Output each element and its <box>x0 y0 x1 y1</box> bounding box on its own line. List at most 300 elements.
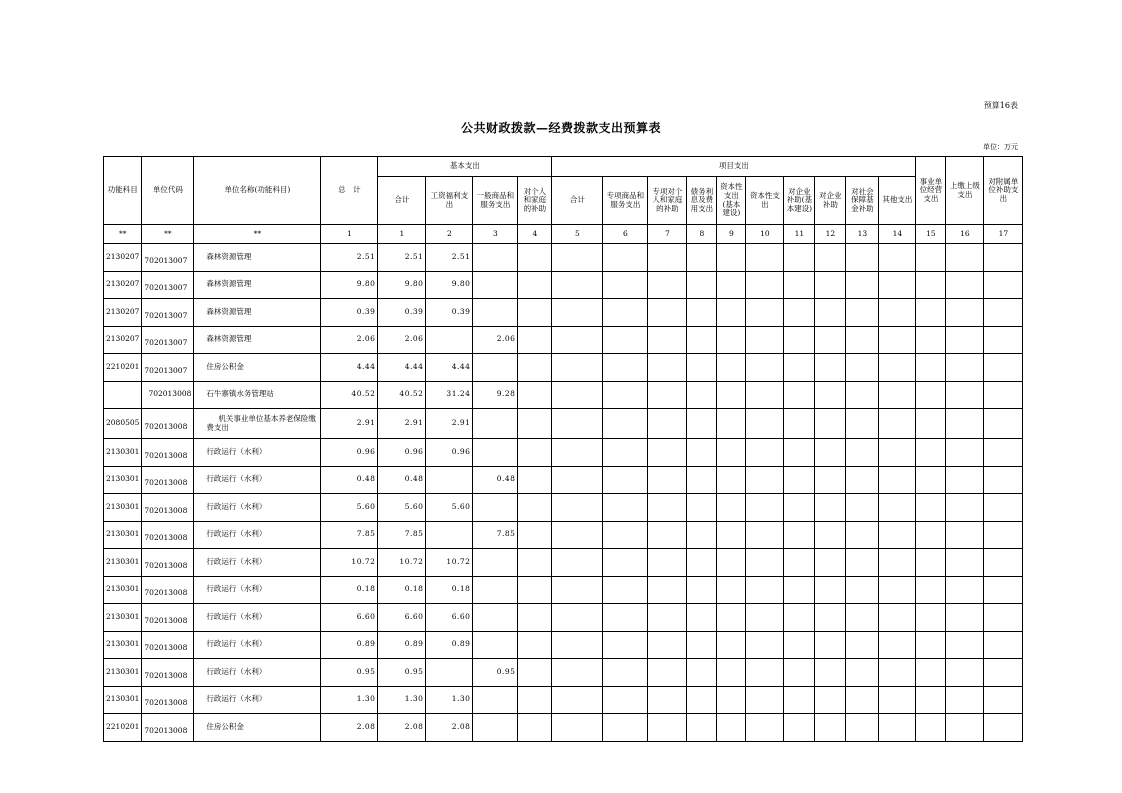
empty-cell <box>846 271 879 299</box>
amount-cell-wage: 2.08 <box>426 714 473 742</box>
func-code-cell: 2080505 <box>104 409 142 439</box>
index-cell: 12 <box>815 225 846 244</box>
empty-cell <box>916 494 946 522</box>
unit-name-cell: 行政运行（水利） <box>194 576 321 604</box>
amount-cell-wage <box>426 521 473 549</box>
func-code-cell: 2130207 <box>104 299 142 327</box>
amount-cell-sum: 0.39 <box>378 299 426 327</box>
empty-cell <box>784 466 815 494</box>
empty-cell <box>946 354 984 382</box>
unit-code-text: 702013008 <box>144 588 188 598</box>
amount-cell-sum: 0.48 <box>378 466 426 494</box>
empty-cell <box>846 299 879 327</box>
unit-code-cell <box>142 604 194 632</box>
unit-name-cell: 行政运行（水利） <box>194 549 321 577</box>
amount-cell-total: 2.06 <box>321 326 378 354</box>
empty-cell <box>984 354 1023 382</box>
header-project-col: 对企业补助 <box>815 177 846 225</box>
amount-cell-total: 1.30 <box>321 686 378 714</box>
budget-table <box>103 156 1023 742</box>
empty-cell <box>916 714 946 742</box>
table-row <box>104 549 1023 577</box>
empty-cell <box>846 659 879 687</box>
empty-cell <box>784 521 815 549</box>
func-code-cell: 2130301 <box>104 576 142 604</box>
amount-cell-goods <box>473 549 518 577</box>
empty-cell <box>717 354 746 382</box>
empty-cell <box>916 244 946 272</box>
empty-cell <box>717 381 746 409</box>
amount-cell-goods <box>473 299 518 327</box>
amount-cell-goods <box>473 576 518 604</box>
amount-cell-wage: 2.91 <box>426 409 473 439</box>
amount-cell-sum: 2.91 <box>378 409 426 439</box>
unit-name-cell: 行政运行（水利） <box>194 604 321 632</box>
unit-code-text: 702013008 <box>144 505 188 515</box>
empty-cell <box>648 659 687 687</box>
index-cell: 1 <box>321 225 378 244</box>
empty-cell <box>846 354 879 382</box>
amount-cell-goods <box>473 631 518 659</box>
empty-cell <box>984 271 1023 299</box>
amount-cell-wage <box>426 659 473 687</box>
table-row <box>104 409 1023 439</box>
empty-cell <box>603 326 648 354</box>
empty-cell <box>717 299 746 327</box>
empty-cell <box>648 521 687 549</box>
unit-code-cell <box>142 631 194 659</box>
amount-cell-total: 2.91 <box>321 409 378 439</box>
header-project-col: 专项对个人和家庭的补助 <box>648 177 687 225</box>
header-shiye: 事业单位经营支出 <box>916 157 946 225</box>
empty-cell <box>552 244 603 272</box>
table-row <box>104 714 1023 742</box>
amount-cell-total: 5.60 <box>321 494 378 522</box>
amount-cell-sum: 9.80 <box>378 271 426 299</box>
amount-cell-total: 0.95 <box>321 659 378 687</box>
table-row <box>104 354 1023 382</box>
func-code-cell <box>104 381 142 409</box>
empty-cell <box>846 521 879 549</box>
table-row <box>104 659 1023 687</box>
func-code-cell: 2210201 <box>104 714 142 742</box>
unit-code-cell <box>142 244 194 272</box>
header-project-col: 资本性支出 <box>746 177 784 225</box>
unit-label: 单位：万元 <box>983 143 1018 151</box>
empty-cell <box>603 381 648 409</box>
unit-name-cell: 住房公积金 <box>194 354 321 382</box>
empty-cell <box>603 521 648 549</box>
unit-name-cell: 森林资源管理 <box>194 244 321 272</box>
empty-cell <box>784 326 815 354</box>
empty-cell <box>879 326 916 354</box>
empty-cell <box>946 326 984 354</box>
header-project-col: 对企业补助(基本建设) <box>784 177 815 225</box>
table-row <box>104 299 1023 327</box>
amount-cell-sum: 0.96 <box>378 439 426 467</box>
empty-cell <box>784 631 815 659</box>
empty-cell <box>687 549 717 577</box>
amount-cell-personal <box>518 409 552 439</box>
empty-cell <box>746 686 784 714</box>
empty-cell <box>946 381 984 409</box>
empty-cell <box>984 466 1023 494</box>
empty-cell <box>784 299 815 327</box>
header-basic-col: 合计 <box>378 177 426 225</box>
empty-cell <box>946 576 984 604</box>
amount-cell-wage: 31.24 <box>426 381 473 409</box>
amount-cell-wage: 2.51 <box>426 244 473 272</box>
amount-cell-personal <box>518 494 552 522</box>
amount-cell-sum: 4.44 <box>378 354 426 382</box>
amount-cell-total: 7.85 <box>321 521 378 549</box>
empty-cell <box>916 576 946 604</box>
empty-cell <box>746 659 784 687</box>
header-project-col: 其他支出 <box>879 177 916 225</box>
unit-code-text: 702013008 <box>144 615 188 625</box>
empty-cell <box>815 549 846 577</box>
amount-cell-personal <box>518 299 552 327</box>
amount-cell-sum: 0.89 <box>378 631 426 659</box>
amount-cell-goods <box>473 354 518 382</box>
unit-code-cell <box>142 299 194 327</box>
empty-cell <box>648 576 687 604</box>
unit-code-cell <box>142 354 194 382</box>
empty-cell <box>916 381 946 409</box>
amount-cell-sum: 10.72 <box>378 549 426 577</box>
empty-cell <box>846 714 879 742</box>
header-basic: 基本支出 <box>378 157 552 177</box>
empty-cell <box>687 439 717 467</box>
amount-cell-goods: 7.85 <box>473 521 518 549</box>
empty-cell <box>815 354 846 382</box>
empty-cell <box>984 326 1023 354</box>
empty-cell <box>717 521 746 549</box>
empty-cell <box>687 576 717 604</box>
index-row <box>104 225 1023 244</box>
header-basic-col: 工资福利支出 <box>426 177 473 225</box>
empty-cell <box>552 714 603 742</box>
empty-cell <box>552 631 603 659</box>
empty-cell <box>879 409 916 439</box>
table-row <box>104 521 1023 549</box>
empty-cell <box>916 631 946 659</box>
empty-cell <box>746 381 784 409</box>
func-code-cell: 2130301 <box>104 439 142 467</box>
empty-cell <box>846 604 879 632</box>
empty-cell <box>746 604 784 632</box>
empty-cell <box>815 714 846 742</box>
amount-cell-total: 9.80 <box>321 271 378 299</box>
empty-cell <box>984 299 1023 327</box>
empty-cell <box>946 244 984 272</box>
amount-cell-personal <box>518 686 552 714</box>
empty-cell <box>746 354 784 382</box>
empty-cell <box>946 659 984 687</box>
empty-cell <box>552 576 603 604</box>
empty-cell <box>687 381 717 409</box>
empty-cell <box>815 576 846 604</box>
amount-cell-sum: 1.30 <box>378 686 426 714</box>
unit-code-cell <box>142 549 194 577</box>
amount-cell-goods <box>473 409 518 439</box>
table-row <box>104 326 1023 354</box>
empty-cell <box>815 381 846 409</box>
empty-cell <box>916 604 946 632</box>
empty-cell <box>879 439 916 467</box>
empty-cell <box>603 576 648 604</box>
empty-cell <box>552 381 603 409</box>
empty-cell <box>984 244 1023 272</box>
amount-cell-personal <box>518 466 552 494</box>
amount-cell-total: 0.18 <box>321 576 378 604</box>
header-basic-col: 对个人和家庭的补助 <box>518 177 552 225</box>
header-shangjiao: 上缴上级支出 <box>946 157 984 225</box>
unit-name-cell: 行政运行（水利） <box>194 494 321 522</box>
index-cell: ** <box>142 225 194 244</box>
empty-cell <box>879 381 916 409</box>
unit-code-cell <box>142 466 194 494</box>
index-cell: ** <box>104 225 142 244</box>
amount-cell-sum: 2.06 <box>378 326 426 354</box>
index-cell: ** <box>194 225 321 244</box>
empty-cell <box>846 381 879 409</box>
empty-cell <box>746 631 784 659</box>
empty-cell <box>879 631 916 659</box>
empty-cell <box>717 686 746 714</box>
table-row <box>104 271 1023 299</box>
func-code-cell: 2130301 <box>104 659 142 687</box>
empty-cell <box>687 244 717 272</box>
empty-cell <box>648 439 687 467</box>
unit-code-text: 702013008 <box>144 670 188 680</box>
empty-cell <box>815 521 846 549</box>
empty-cell <box>746 466 784 494</box>
empty-cell <box>879 354 916 382</box>
unit-name-cell: 行政运行（水利） <box>194 631 321 659</box>
empty-cell <box>946 604 984 632</box>
empty-cell <box>879 521 916 549</box>
index-cell: 3 <box>473 225 518 244</box>
amount-cell-sum: 7.85 <box>378 521 426 549</box>
empty-cell <box>603 494 648 522</box>
header-total: 总 计 <box>321 157 378 225</box>
unit-code-cell <box>142 714 194 742</box>
empty-cell <box>946 494 984 522</box>
empty-cell <box>916 549 946 577</box>
empty-cell <box>916 521 946 549</box>
empty-cell <box>746 521 784 549</box>
empty-cell <box>946 271 984 299</box>
empty-cell <box>687 714 717 742</box>
unit-code-text: 702013008 <box>144 533 188 543</box>
empty-cell <box>784 576 815 604</box>
unit-code-cell <box>142 381 194 409</box>
amount-cell-goods <box>473 494 518 522</box>
amount-cell-wage: 6.60 <box>426 604 473 632</box>
empty-cell <box>879 659 916 687</box>
empty-cell <box>984 714 1023 742</box>
form-number: 预算16表 <box>983 101 1018 110</box>
amount-cell-personal <box>518 244 552 272</box>
empty-cell <box>946 714 984 742</box>
empty-cell <box>879 494 916 522</box>
unit-code-cell <box>142 439 194 467</box>
empty-cell <box>603 466 648 494</box>
empty-cell <box>552 521 603 549</box>
empty-cell <box>879 714 916 742</box>
empty-cell <box>846 576 879 604</box>
empty-cell <box>717 271 746 299</box>
func-code-cell: 2130301 <box>104 686 142 714</box>
func-code-cell: 2130301 <box>104 549 142 577</box>
empty-cell <box>552 659 603 687</box>
amount-cell-personal <box>518 576 552 604</box>
table-row <box>104 244 1023 272</box>
empty-cell <box>846 686 879 714</box>
empty-cell <box>916 326 946 354</box>
empty-cell <box>552 549 603 577</box>
func-code-cell: 2130207 <box>104 244 142 272</box>
empty-cell <box>784 271 815 299</box>
empty-cell <box>946 631 984 659</box>
empty-cell <box>984 604 1023 632</box>
empty-cell <box>603 244 648 272</box>
empty-cell <box>648 631 687 659</box>
empty-cell <box>648 326 687 354</box>
empty-cell <box>552 439 603 467</box>
amount-cell-wage: 0.39 <box>426 299 473 327</box>
empty-cell <box>746 271 784 299</box>
amount-cell-personal <box>518 271 552 299</box>
empty-cell <box>784 354 815 382</box>
empty-cell <box>746 576 784 604</box>
unit-code-text: 702013007 <box>144 310 188 320</box>
unit-name-cell: 机关事业单位基本养老保险缴费支出 <box>194 409 321 439</box>
index-cell: 4 <box>518 225 552 244</box>
header-unit-name: 单位名称(功能科目) <box>194 157 321 225</box>
header-project-col: 债务利息及费用支出 <box>687 177 717 225</box>
empty-cell <box>648 549 687 577</box>
empty-cell <box>552 409 603 439</box>
amount-cell-sum: 2.51 <box>378 244 426 272</box>
table-row <box>104 466 1023 494</box>
empty-cell <box>946 686 984 714</box>
unit-code-cell <box>142 576 194 604</box>
unit-name-cell: 森林资源管理 <box>194 271 321 299</box>
empty-cell <box>687 604 717 632</box>
amount-cell-goods <box>473 271 518 299</box>
empty-cell <box>815 631 846 659</box>
empty-cell <box>984 659 1023 687</box>
index-cell: 6 <box>603 225 648 244</box>
empty-cell <box>603 409 648 439</box>
empty-cell <box>784 244 815 272</box>
amount-cell-total: 10.72 <box>321 549 378 577</box>
empty-cell <box>946 521 984 549</box>
empty-cell <box>815 409 846 439</box>
header-project-col: 对社会保障基金补助 <box>846 177 879 225</box>
empty-cell <box>815 466 846 494</box>
header-project-col: 专项商品和服务支出 <box>603 177 648 225</box>
empty-cell <box>687 521 717 549</box>
index-cell: 1 <box>378 225 426 244</box>
empty-cell <box>879 549 916 577</box>
empty-cell <box>815 686 846 714</box>
amount-cell-goods: 0.95 <box>473 659 518 687</box>
empty-cell <box>552 271 603 299</box>
empty-cell <box>984 576 1023 604</box>
empty-cell <box>815 439 846 467</box>
empty-cell <box>648 354 687 382</box>
empty-cell <box>815 659 846 687</box>
amount-cell-personal <box>518 439 552 467</box>
empty-cell <box>846 549 879 577</box>
empty-cell <box>687 631 717 659</box>
empty-cell <box>784 604 815 632</box>
empty-cell <box>687 466 717 494</box>
amount-cell-personal <box>518 631 552 659</box>
empty-cell <box>603 354 648 382</box>
func-code-cell: 2130301 <box>104 631 142 659</box>
amount-cell-sum: 40.52 <box>378 381 426 409</box>
empty-cell <box>552 466 603 494</box>
unit-name-cell: 石牛寨镇水务管理站 <box>194 381 321 409</box>
table-header <box>104 157 1023 244</box>
empty-cell <box>687 326 717 354</box>
amount-cell-personal <box>518 659 552 687</box>
amount-cell-wage: 1.30 <box>426 686 473 714</box>
empty-cell <box>984 381 1023 409</box>
header-project-col: 资本性支出(基本建设) <box>717 177 746 225</box>
amount-cell-personal <box>518 549 552 577</box>
empty-cell <box>648 494 687 522</box>
table-row <box>104 381 1023 409</box>
empty-cell <box>846 466 879 494</box>
empty-cell <box>879 604 916 632</box>
index-cell: 8 <box>687 225 717 244</box>
index-cell: 7 <box>648 225 687 244</box>
empty-cell <box>784 659 815 687</box>
empty-cell <box>648 604 687 632</box>
func-code-cell: 2130301 <box>104 604 142 632</box>
empty-cell <box>648 381 687 409</box>
index-cell: 10 <box>746 225 784 244</box>
func-code-cell: 2210201 <box>104 354 142 382</box>
empty-cell <box>648 299 687 327</box>
empty-cell <box>784 381 815 409</box>
amount-cell-total: 0.39 <box>321 299 378 327</box>
empty-cell <box>784 549 815 577</box>
unit-code-text: 702013007 <box>144 365 188 375</box>
func-code-cell: 2130301 <box>104 466 142 494</box>
empty-cell <box>687 299 717 327</box>
empty-cell <box>552 686 603 714</box>
unit-name-cell: 行政运行（水利） <box>194 659 321 687</box>
unit-code-cell <box>142 494 194 522</box>
amount-cell-total: 0.48 <box>321 466 378 494</box>
empty-cell <box>603 659 648 687</box>
empty-cell <box>916 409 946 439</box>
empty-cell <box>846 409 879 439</box>
page-title: 公共财政拨款—经费拨款支出预算表 <box>460 121 661 135</box>
unit-code-cell <box>142 686 194 714</box>
empty-cell <box>916 659 946 687</box>
amount-cell-personal <box>518 326 552 354</box>
amount-cell-total: 2.08 <box>321 714 378 742</box>
unit-code-text: 702013007 <box>144 255 188 265</box>
empty-cell <box>717 326 746 354</box>
